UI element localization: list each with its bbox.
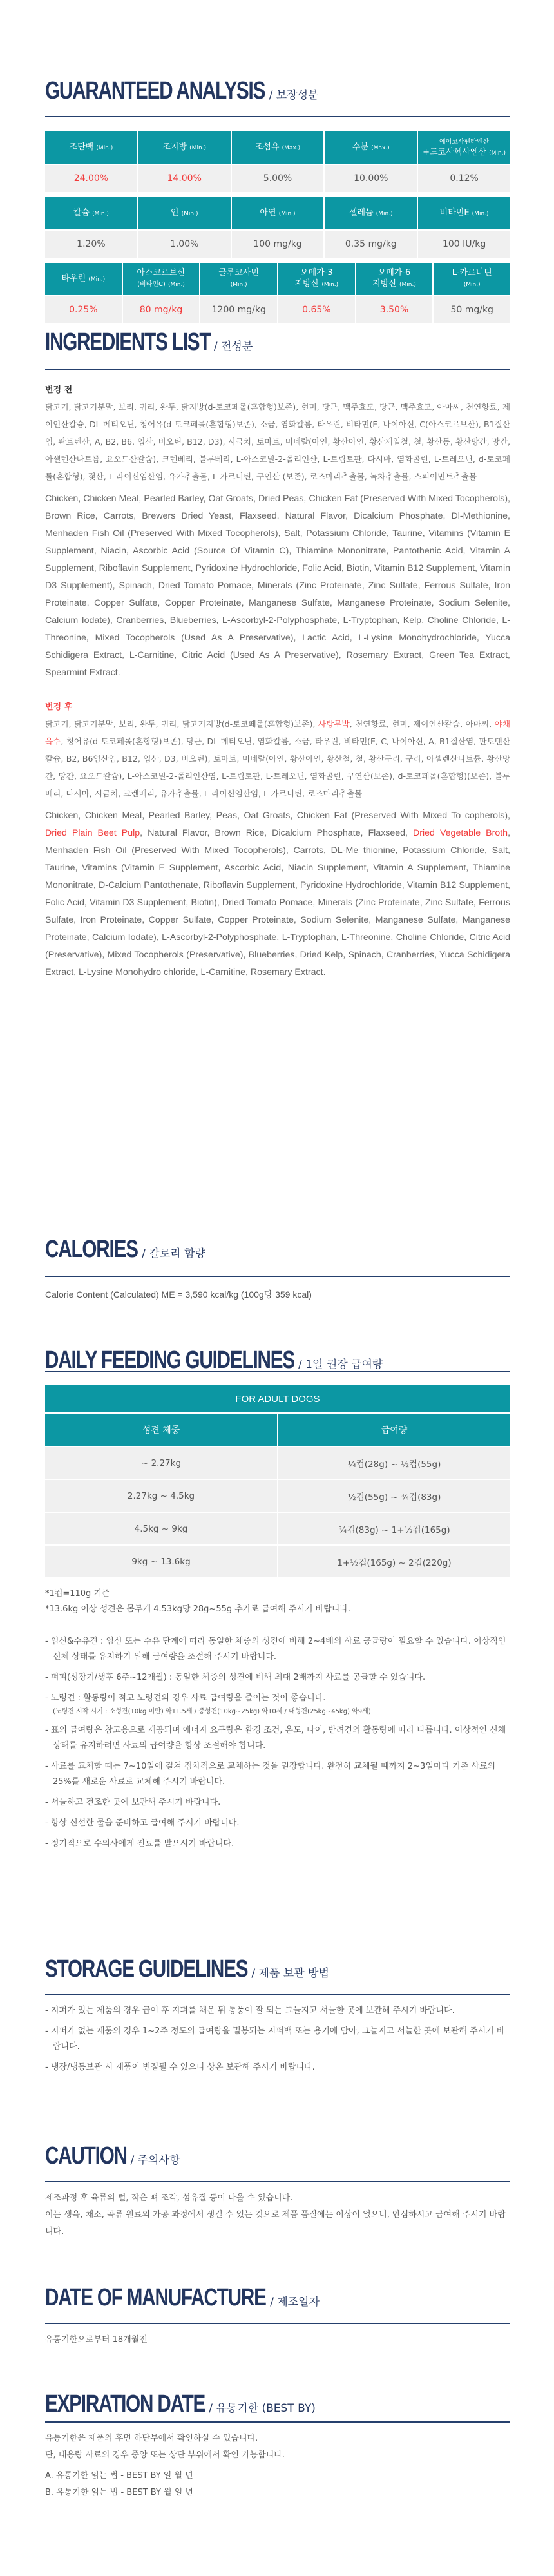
analysis-header-cell	[45, 263, 122, 295]
analysis-value-cell: 50 mg/kg	[434, 296, 510, 323]
feeding-table	[45, 1385, 510, 1577]
analysis-header-cell	[278, 263, 355, 295]
amount-cell: ¼컵(28g) ~ ½컵(55g)	[278, 1447, 510, 1479]
ingredients-after-ko	[45, 715, 510, 802]
guideline-text: - 퍼피(성장기/생후 6주~12개월) : 동일한 체중의 성견에 비해 최대 2배까지 사료를 공급할 수 있습니다.	[45, 1673, 426, 1682]
heading-en: INGREDIENTS LIST	[45, 329, 211, 356]
section-heading	[45, 1334, 510, 1372]
weight-cell: 4.5kg ~ 9kg	[45, 1513, 277, 1544]
heading-ko: / 1일 권장 급여량	[298, 1358, 383, 1371]
analysis-header-cell	[325, 197, 417, 229]
feeding-notes	[45, 1586, 510, 1617]
ingredient-text: 닭고기, 닭고기분말, 보리, 완두, 귀리, 닭고기지방(d-토코페롤(혼합형)보존),	[45, 719, 318, 729]
guideline-text: - 임신&수유견 : 임신 또는 수유 단계에 따라 동일한 체중의 성견에 비해 2~4배의 사료 공급량이 필요할 수 있습니다. 이상적인 신체 상태를 유지하기 위해 급여량을 조절해 주시기 바랍니다.	[45, 1637, 506, 1662]
caution-section	[45, 2129, 510, 2240]
nutrient-name: L-카르니틴	[452, 268, 492, 278]
after-label: 변경 후	[45, 702, 73, 712]
ingredient-text: , 청어유(d-토코페롤(혼합형)보존), 당근, DL-메티오닌, 염화칼륨, 소금, 타우린, 비타민(E, C, 나이아신, A, B1질산염, 판토텐산칼슘, B2, B6염산염, B12, 엽산, D3, 비오틴), 토마토, 미네랄(아연, 황산아연, 황산철, 철, 황산구리, 구리, 아셀렌산나트륨, 황산망간, 망간, 요오드칼슘), L-아스코빌-2-폴리인산염, L-트립토판, L-트레오닌, 염화콜린, 구연산(보존), d-토코페롤(혼합형)(보존), 블루베리, 다시마, 시금치, 크렌베리, 유카추출물, L-라이신염산염, L-카르니틴, 로즈마리추출물	[45, 736, 510, 798]
feeding-guideline-list	[45, 1634, 510, 1852]
heading-en: CALORIES	[45, 1236, 138, 1263]
feeding-table-row	[45, 1513, 510, 1544]
nutrient-name: 비타민E	[439, 207, 470, 218]
feeding-table-row	[45, 1546, 510, 1577]
changed-ingredient: 사탕무박	[318, 719, 350, 729]
nutrient-unit: (Min.)	[96, 144, 113, 151]
nutrient-label	[349, 208, 393, 219]
nutrient-name-line2: +도코사헥사엔산	[423, 148, 486, 157]
guideline-item	[45, 1723, 510, 1754]
heading-ko: / 제품 보관 방법	[251, 1967, 329, 1980]
ingredient-text: , Menhaden Fish Oil (Preserved With Mixed Tocopherols), Carrots, DL-Me thionine, Potassium Chloride, Salt, Taurine, Vitamins (Vitamin E Supplement, Ascorbic Acid, Niacin Supplement, Vitamin A Supplement, Thiamine Mononitrate, D-Calcium Pantothenate, Riboflavin Supplement, Pyridoxine Hydrochloride, Vitamin B12 Supplement, Folic Acid, Vitamin D3 Supplement, Biotin), Dried Tomato Pomace, Minerals (Zinc Proteinate, Zinc Sulfate, Ferrous Sulfate, Iron Proteinate, Copper Sulfate, Copper Proteinate, Sodium Selenite, Manganese Sulfate, Manganese Proteinate, Calcium Iodate), L-Ascorbyl-2-Polyphosphate, L-Tryptophan, L-Threonine, Choline Chloride, Citric Acid (Preservative), Mixed Tocopherols (Preservative), Blueberries, Dried Kelp, Spinach, Cranberries, Yucca Schidigera Extract, L-Lysine Monohydro chloride, L-Carnitine, Rosemary Extract.	[45, 828, 511, 977]
calories-section	[45, 1223, 510, 1303]
analysis-value-cell: 1.00%	[138, 231, 231, 258]
nutrient-unit: (Min.)	[168, 282, 185, 288]
manufacture-text: 유통기한으로부터 18개월전	[45, 2335, 148, 2345]
guideline-item	[45, 1691, 510, 1718]
feeding-table-title: FOR ADULT DOGS	[45, 1385, 510, 1412]
feeding-table-row	[45, 1480, 510, 1512]
analysis-value-cell: 1200 mg/kg	[200, 296, 277, 323]
expiration-line: 유통기한은 제품의 후면 하단부에서 확인하실 수 있습니다.	[45, 2434, 258, 2443]
analysis-header-cell	[45, 197, 137, 229]
guideline-item	[45, 1795, 510, 1811]
nutrient-unit: (Min.)	[321, 282, 339, 288]
guideline-text: - 정기적으로 수의사에게 진료를 받으시기 바랍니다.	[45, 1839, 234, 1849]
nutrient-name: 아스코르브산	[137, 268, 186, 278]
heading-en: GUARANTEED ANALYSIS	[45, 77, 265, 104]
nutrient-unit: (Min.)	[376, 210, 393, 217]
nutrient-name-line2: 지방산	[294, 279, 320, 289]
col-amount: 급여량	[278, 1414, 510, 1446]
changed-ingredient: 야채육수	[45, 719, 510, 746]
guideline-text: - 서늘하고 건조한 곳에 보관해 주시기 바랍니다.	[45, 1798, 221, 1807]
analysis-header-row	[45, 131, 510, 164]
nutrient-label	[137, 268, 185, 290]
changed-ingredient: Dried Plain Beet Pulp	[45, 828, 140, 838]
nutrient-label	[61, 274, 105, 285]
ingredient-text: , 천연향료, 현미, 제이인산칼슘, 아마씨,	[349, 719, 495, 729]
analysis-header-cell	[418, 131, 510, 164]
nutrient-unit: (Min.)	[472, 210, 489, 217]
heading-ko: / 제조일자	[270, 2296, 320, 2309]
ingredients-section	[45, 316, 510, 981]
nutrient-unit: (Min.)	[399, 282, 416, 288]
weight-cell: ~ 2.27kg	[45, 1447, 277, 1479]
analysis-block	[45, 263, 510, 323]
nutrient-name: 오메가-6	[377, 268, 411, 278]
storage-item: - 냉장/냉동보관 시 제품이 변질될 수 있으니 상온 보관해 주시기 바랍니다.	[45, 2062, 315, 2072]
analysis-header-cell	[123, 263, 200, 295]
analysis-header-cell	[418, 197, 510, 229]
nutrient-unit: (Min.)	[463, 282, 481, 288]
nutrient-label	[162, 142, 206, 153]
nutrient-name-line2: 지방산	[372, 279, 397, 289]
analysis-block	[45, 131, 510, 192]
section-heading	[45, 2378, 510, 2416]
ingredients-before-en: Chicken, Chicken Meal, Pearled Barley, Oat Groats, Dried Peas, Chicken Fat (Preserved With Mixed Tocopherols), Brown Rice, Carrots, Brewers Dried Yeast, Flaxseed, Natural Flavor, Dicalcium Phosphate, Dl-Methionine, Menhaden Fish Oil (Preserved With Mixed Tocopherols), Salt, Potassium Chloride, Taurine, Vitamins (Vitamin E Supplement, Niacin, Ascorbic Acid (Source Of Vitamin C), Thiamine Mononitrate, Pantothenic Acid, Vitamin A Supplement, Riboflavin Supplement, Pyridoxine Hydrochloride, Folic Acid, Biotin, Vitamin B12 Supplement, Vitamin D3 Supplement), Spinach, Dried Tomato Pomace, Minerals (Zinc Proteinate, Zinc Sulfate, Ferrous Sulfate, Iron Proteinate, Copper Sulfate, Copper Proteinate, Manganese Sulfate, Manganese Proteinate, Sodium Selenite, Calcium Iodate), Cranberries, Blueberries, L-Ascorbyl-2-Polyphosphate, L-Tryptophan, Kelp, Choline Chloride, L-Threonine, Mixed Tocopherols (Used As A Preservative), Lactic Acid, L-Lysine Monohydrochloride, Yucca Schidigera Extract, L-Carnitine, Citric Acid (Used As A Preservative), Rosemary Extract, Green Tea Extract, Spearmint Extract.	[45, 494, 510, 678]
section-heading	[45, 1943, 510, 1981]
amount-cell: 1+½컵(165g) ~ 2컵(220g)	[278, 1546, 510, 1577]
nutrient-name: 조섬유	[254, 142, 280, 152]
analysis-value-cell: 0.35 mg/kg	[325, 231, 417, 258]
note: *13.6kg 이상 성견은 몸무게 4.53kg당 28g~55g 추가로 급여해 주시기 바랍니다.	[45, 1604, 351, 1614]
nutrient-label	[255, 142, 300, 153]
amount-cell: ½컵(55g) ~ ¾컵(83g)	[278, 1480, 510, 1512]
note: *1컵=110g 기준	[45, 1589, 110, 1599]
feeding-table-header	[45, 1414, 510, 1446]
analysis-block	[45, 197, 510, 258]
section-divider	[45, 2181, 510, 2182]
section-divider	[45, 1276, 510, 1277]
nutrient-label	[440, 208, 489, 219]
expiration-section	[45, 2378, 510, 2501]
analysis-value-cell: 80 mg/kg	[123, 296, 200, 323]
heading-en: EXPIRATION DATE	[45, 2390, 205, 2417]
nutrient-name: 셀레늄	[349, 207, 374, 218]
ingredient-text: Chicken, Chicken Meal, Pearled Barley, Peas, Oat Groats, Chicken Fat (Preserved With Mixed To copherols),	[45, 811, 510, 821]
guideline-item	[45, 1816, 510, 1831]
heading-ko: / 보장성분	[269, 89, 319, 102]
analysis-value-row	[45, 165, 510, 192]
guideline-item	[45, 1634, 510, 1665]
best-by-item: A. 유통기한 읽는 법 - BEST BY 일 월 년	[45, 2471, 193, 2481]
guideline-item	[45, 1759, 510, 1790]
nutrient-label	[452, 268, 492, 290]
ingredients-before-ko: 닭고기, 닭고기분말, 보리, 귀리, 완두, 닭지방(d-토코페롤(혼합형)보존), 현미, 당근, 맥주효모, 당근, 맥주효모, 아마씨, 천연향료, 제이인산칼슘, DL-메티오닌, 청어유(d-토코페롤(혼합형)보존), 소금, 염화칼륨, 타우린, 비타민(E, 나이아신, C(아스코르브산), B1질산염, 판토텐산, A, B2, B6, 엽산, 비오틴, B12, D3), 시금치, 토마토, 미네랄(아연, 황산아연, 황산제일철, 철, 황산동, 황산망간, 망간, 아셀렌산나트륨, 요오드산칼슘), 크렌베리, 블루베리, L-아스코빌-2-폴리인산, L-트립토판, 다시마, 염화콜린, L-트레오닌, d-토코페롤(혼합형), 젖산, L-라이신염산염, 유카추출물, L-카르니틴, 구연산 (보존), 로즈마리추출물, 녹차추출물, 스피어민트추출물	[45, 402, 510, 481]
ingredients-after-en	[45, 807, 510, 981]
analysis-table	[45, 131, 510, 323]
heading-ko: / 전성분	[213, 340, 253, 353]
nutrient-label	[218, 268, 259, 290]
guideline-text: - 노령견 : 활동량이 적고 노령견의 경우 사료 급여량을 줄이는 것이 좋습니다.	[45, 1693, 326, 1703]
guideline-subnote: (노령견 시작 시기 : 소형견(10kg 미만) 약11.5세 / 중형견(10kg~25kg) 약10세 / 대형견(25kg~45kg) 약9세)	[53, 1708, 371, 1715]
guideline-item	[45, 1836, 510, 1852]
nutrient-unit: (Min.)	[278, 210, 296, 217]
analysis-header-cell	[200, 263, 277, 295]
section-divider	[45, 369, 510, 370]
analysis-value-row	[45, 231, 510, 258]
nutrient-unit: (Min.)	[230, 282, 247, 288]
analysis-value-cell: 100 mg/kg	[232, 231, 324, 258]
nutrient-label	[352, 142, 390, 153]
storage-item: - 지퍼가 있는 제품의 경우 급여 후 지퍼를 채운 뒤 통풍이 잘 되는 그늘지고 서늘한 곳에 보관해 주시기 바랍니다.	[45, 2006, 455, 2015]
nutrient-name: 오메가-3	[300, 268, 333, 278]
storage-section	[45, 1943, 510, 2081]
nutrient-label	[73, 208, 109, 219]
nutrient-label	[295, 268, 339, 290]
heading-en: DATE OF MANUFACTURE	[45, 2284, 266, 2311]
nutrient-name: 칼슘	[73, 207, 90, 218]
section-divider	[45, 1994, 510, 1995]
section-heading	[45, 1223, 510, 1262]
nutrient-unit: (Min.)	[88, 276, 106, 283]
analysis-value-cell: 100 IU/kg	[418, 231, 510, 258]
section-heading	[45, 316, 510, 354]
analysis-header-cell	[232, 131, 324, 164]
analysis-header-cell	[138, 197, 231, 229]
col-weight: 성견 체중	[45, 1414, 277, 1446]
weight-cell: 9kg ~ 13.6kg	[45, 1546, 277, 1577]
ingredients-before	[45, 383, 510, 682]
analysis-header-cell	[232, 197, 324, 229]
weight-cell: 2.27kg ~ 4.5kg	[45, 1480, 277, 1512]
best-by-item: B. 유통기한 읽는 법 - BEST BY 월 일 년	[45, 2488, 193, 2497]
analysis-value-cell: 1.20%	[45, 231, 137, 258]
analysis-header-row	[45, 197, 510, 229]
manufacture-section	[45, 2271, 510, 2349]
feeding-section	[45, 1334, 510, 1857]
heading-en: DAILY FEEDING GUIDELINES	[45, 1347, 294, 1374]
nutrient-label	[70, 142, 113, 153]
heading-en: STORAGE GUIDELINES	[45, 1956, 248, 1983]
analysis-header-cell	[138, 131, 231, 164]
heading-ko: / 주의사항	[130, 2154, 180, 2167]
nutrient-name: 조단백	[69, 142, 94, 152]
guideline-text: - 표의 급여량은 참고용으로 제공되며 에너지 요구량은 환경 조건, 온도, 나이, 반려견의 활동량에 따라 다릅니다. 이상적인 신체 상태를 유지하려면 사료의 급여량을 항상 조절해야 합니다.	[45, 1725, 506, 1751]
analysis-value-cell: 10.00%	[325, 165, 417, 192]
heading-en: CAUTION	[45, 2142, 127, 2169]
changed-ingredient: Dried Vegetable Broth	[413, 828, 508, 838]
analysis-header-cell	[434, 263, 510, 295]
section-heading	[45, 2129, 510, 2168]
nutrient-label	[423, 137, 506, 159]
section-divider	[45, 116, 510, 117]
nutrient-name: 타우린	[61, 273, 86, 284]
nutrient-name-line2: (비타민C)	[137, 281, 166, 288]
analysis-value-cell: 5.00%	[232, 165, 324, 192]
nutrient-unit: (Min.)	[489, 150, 506, 157]
guideline-text: - 항상 신선한 물을 준비하고 급여해 주시기 바랍니다.	[45, 1818, 240, 1828]
nutrient-unit: (Min.)	[92, 210, 109, 217]
caution-line: 이는 생육, 채소, 곡류 원료의 가공 과정에서 생길 수 있는 것으로 제품 품질에는 이상이 없으니, 안심하시고 급여해 주시기 바랍니다.	[45, 2210, 506, 2236]
nutrient-label	[372, 268, 416, 290]
section-divider	[45, 2421, 510, 2423]
storage-list	[45, 2003, 510, 2075]
ingredient-text: , Natural Flavor, Brown Rice, Dicalcium Phosphate, Flaxseed,	[140, 828, 414, 838]
guaranteed-analysis-section	[45, 64, 510, 323]
nutrient-name: 조지방	[162, 142, 187, 152]
nutrient-label	[260, 208, 295, 219]
before-label: 변경 전	[45, 385, 73, 395]
nutrient-unit: (Max.)	[371, 144, 390, 151]
nutrient-label	[171, 208, 198, 219]
analysis-value-cell: 0.12%	[418, 165, 510, 192]
amount-cell: ¾컵(83g) ~ 1+½컵(165g)	[278, 1513, 510, 1544]
caution-text	[45, 2190, 510, 2240]
ingredients-after	[45, 700, 510, 981]
nutrient-name: 글루코사민	[218, 268, 260, 278]
analysis-header-cell	[45, 131, 137, 164]
section-heading	[45, 2271, 510, 2310]
feeding-table-row	[45, 1447, 510, 1479]
nutrient-name: 에이코사펜타엔산	[439, 139, 490, 146]
nutrient-name: 인	[170, 207, 179, 218]
analysis-value-cell: 0.25%	[45, 296, 122, 323]
expiration-text	[45, 2430, 510, 2501]
nutrient-unit: (Min.)	[189, 144, 207, 151]
nutrient-unit: (Max.)	[282, 144, 301, 151]
expiration-line: 단, 대용량 사료의 경우 중앙 또는 상단 부위에서 확인 가능합니다.	[45, 2450, 285, 2460]
analysis-value-cell: 0.65%	[278, 296, 355, 323]
nutrient-unit: (Min.)	[181, 210, 198, 217]
heading-ko: / 칼로리 함량	[142, 1247, 205, 1260]
analysis-header-row	[45, 263, 510, 295]
nutrient-name: 아연	[260, 207, 276, 218]
caution-line: 제조과정 후 육류의 털, 작은 뼈 조각, 섬유질 등이 나올 수 있습니다.	[45, 2193, 293, 2203]
calorie-content: Calorie Content (Calculated) ME = 3,590 kcal/kg (100g당 359 kcal)	[45, 1289, 312, 1300]
analysis-header-cell	[356, 263, 433, 295]
guideline-item	[45, 1670, 510, 1686]
heading-ko: / 유통기한 (BEST BY)	[209, 2402, 316, 2415]
analysis-value-cell: 3.50%	[356, 296, 433, 323]
analysis-value-cell: 24.00%	[45, 165, 137, 192]
nutrient-name: 수분	[352, 142, 369, 152]
analysis-header-cell	[325, 131, 417, 164]
guideline-text: - 사료를 교체할 때는 7~10일에 걸쳐 점차적으로 교체하는 것을 권장합니다. 완전히 교체될 때까지 2~3일마다 기존 사료의 25%를 새로운 사료로 교체해 주시기 바랍니다.	[45, 1762, 496, 1787]
section-divider	[45, 2323, 510, 2324]
analysis-value-cell: 14.00%	[138, 165, 231, 192]
storage-item: - 지퍼가 없는 제품의 경우 1~2주 정도의 급여량을 밀봉되는 지퍼백 또는 용기에 담아, 그늘지고 서늘한 곳에 보관해 주시기 바랍니다.	[45, 2026, 505, 2052]
section-heading	[45, 64, 510, 103]
